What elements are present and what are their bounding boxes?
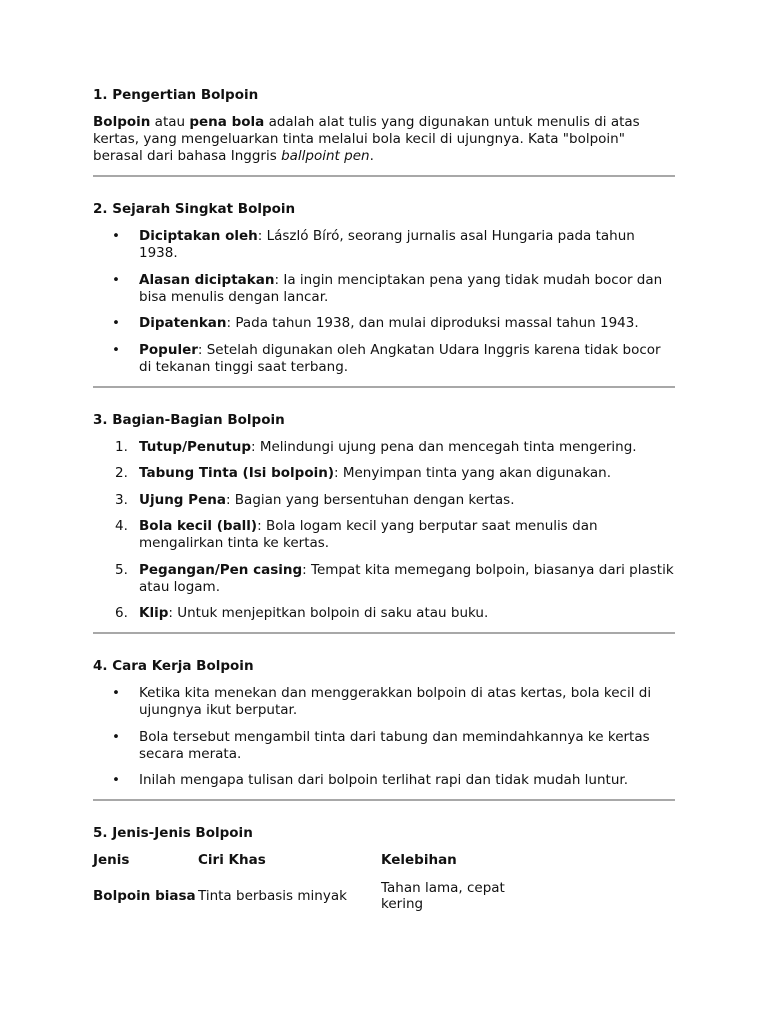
- list-item: [93, 228, 675, 262]
- section-bagian: [93, 412, 675, 623]
- item-text: : Menyimpan tinta yang akan digunakan.: [334, 465, 612, 481]
- document-page: [93, 87, 675, 912]
- bullet-list: [93, 685, 675, 789]
- item-text: Bola tersebut mengambil tinta dari tabung dan memindahkannya ke kertas secara merata.: [139, 728, 650, 762]
- term-pena-bola: pena bola: [189, 114, 265, 130]
- list-item: [93, 685, 675, 719]
- section-title: 3. Bagian-Bagian Bolpoin: [93, 411, 285, 428]
- item-number: 6.: [115, 605, 128, 621]
- item-text: : Melindungi ujung pena dan mencegah tinta mengering.: [251, 438, 637, 455]
- list-item: [93, 562, 675, 596]
- item-number: 3.: [115, 491, 128, 508]
- item-text: : Pada tahun 1938, dan mulai diproduksi massal tahun 1943.: [226, 315, 639, 331]
- section-cara-kerja: [93, 658, 675, 789]
- bullet-icon: •: [112, 315, 120, 331]
- list-item: [93, 729, 675, 763]
- item-text: Inilah mengapa tulisan dari bolpoin terlihat rapi dan tidak mudah luntur.: [139, 772, 628, 788]
- item-term: Bola kecil (ball): [139, 518, 258, 534]
- item-number: 2.: [115, 465, 128, 481]
- item-term: Populer: [139, 341, 198, 358]
- item-term: Dipatenkan: [139, 315, 227, 331]
- bullet-icon: •: [112, 772, 120, 788]
- section-title: 4. Cara Kerja Bolpoin: [93, 658, 254, 674]
- table-header-row: [93, 852, 531, 880]
- list-item: [93, 492, 675, 509]
- numbered-list: [93, 439, 675, 623]
- item-text: : Bagian yang bersentuhan dengan kertas.: [225, 491, 515, 508]
- item-text: : Tempat kita memegang bolpoin, biasanya dari plastik atau logam.: [139, 561, 674, 595]
- types-table: [93, 852, 531, 912]
- divider: [93, 175, 675, 177]
- term-ballpoint-pen: ballpoint pen: [281, 148, 370, 164]
- term-bolpoin: Bolpoin: [93, 114, 151, 130]
- column-header-ciri-khas: Ciri Khas: [198, 852, 266, 868]
- list-item: [93, 342, 675, 376]
- section-sejarah: [93, 201, 675, 376]
- bullet-list: [93, 228, 675, 376]
- list-item: [93, 518, 675, 552]
- item-term: Klip: [139, 605, 169, 621]
- definition-paragraph: [93, 114, 675, 165]
- bullet-icon: •: [112, 728, 120, 745]
- bullet-icon: •: [112, 228, 120, 244]
- table-cell: Tahan lama, cepat kering: [381, 880, 505, 912]
- section-pengertian: [93, 87, 675, 165]
- item-number: 4.: [115, 518, 128, 534]
- list-item: [93, 439, 675, 456]
- item-text: : Bola logam kecil yang berputar saat menulis dan mengalirkan tinta ke kertas.: [139, 518, 598, 551]
- item-number: 5.: [115, 561, 128, 578]
- bullet-icon: •: [112, 341, 120, 358]
- section-jenis: [93, 825, 675, 912]
- bullet-icon: •: [112, 685, 120, 701]
- text-run: .: [369, 148, 374, 164]
- divider: [93, 632, 675, 634]
- item-term: Pegangan/Pen casing: [139, 561, 303, 578]
- item-text: : Ia ingin menciptakan pena yang tidak mudah bocor dan bisa menulis dengan lancar.: [139, 271, 663, 305]
- divider: [93, 386, 675, 388]
- list-item: [93, 465, 675, 482]
- item-text: Ketika kita menekan dan menggerakkan bolpoin di atas kertas, bola kecil di ujungnya ikut berputar.: [139, 685, 652, 718]
- list-item: [93, 315, 675, 332]
- list-item: [93, 772, 675, 789]
- item-text: : Untuk menjepitkan bolpoin di saku atau buku.: [168, 605, 489, 621]
- text-run: atau: [150, 114, 190, 130]
- item-text: : László Bíró, seorang jurnalis asal Hungaria pada tahun 1938.: [139, 228, 635, 261]
- bullet-icon: •: [112, 271, 120, 288]
- divider: [93, 799, 675, 801]
- item-term: Diciptakan oleh: [139, 228, 258, 244]
- table-cell: Bolpoin biasa: [93, 888, 196, 904]
- item-text: : Setelah digunakan oleh Angkatan Udara Inggris karena tidak bocor di tekanan tinggi saat terbang.: [139, 341, 661, 375]
- item-term: Tutup/Penutup: [139, 438, 251, 455]
- section-title: 1. Pengertian Bolpoin: [93, 87, 259, 103]
- item-number: 1.: [115, 438, 128, 455]
- list-item: [93, 605, 675, 622]
- table-row: [93, 880, 531, 912]
- list-item: [93, 272, 675, 306]
- table-cell: Tinta berbasis minyak: [198, 888, 347, 904]
- item-term: Alasan diciptakan: [139, 271, 275, 288]
- column-header-kelebihan: Kelebihan: [381, 852, 457, 868]
- section-title: 5. Jenis-Jenis Bolpoin: [93, 825, 253, 841]
- text-run: adalah alat tulis yang digunakan untuk menulis di atas kertas, yang mengeluarkan tinta melalui bola kecil di ujungnya. Kata "bolpoin" berasal dari bahasa Inggris: [93, 114, 640, 164]
- column-header-jenis: Jenis: [93, 852, 130, 868]
- item-term: Tabung Tinta (Isi bolpoin): [139, 465, 335, 481]
- item-term: Ujung Pena: [139, 491, 226, 508]
- section-title: 2. Sejarah Singkat Bolpoin: [93, 201, 296, 217]
